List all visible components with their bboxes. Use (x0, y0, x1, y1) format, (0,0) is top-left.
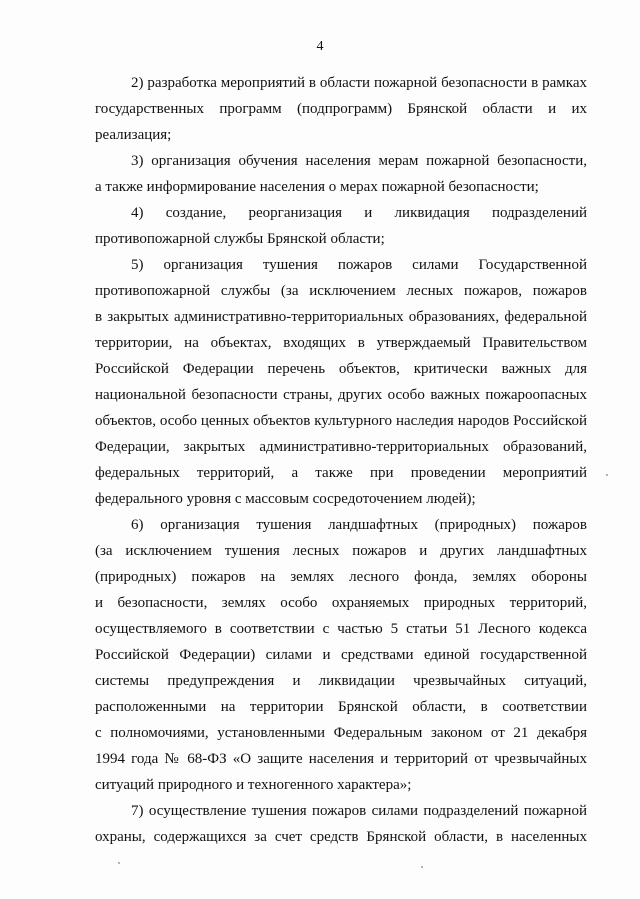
scan-speck (606, 474, 608, 476)
text-line: а также информирование населения о мерах пожарной безопасности; (95, 179, 539, 195)
paragraph-item-2 (95, 70, 587, 148)
page-number: 4 (316, 39, 324, 54)
paragraph-item-7 (95, 798, 587, 850)
text-line: 3) организация обучения населения мерам пожарной безопасности, (131, 153, 587, 169)
text-line: Российской Федерации перечень объектов, критически важных для (95, 361, 587, 377)
paragraph-item-3 (95, 148, 587, 200)
paragraph-item-4 (95, 200, 587, 252)
text-line: (природных) пожаров на землях лесного фонда, землях обороны (95, 569, 587, 585)
text-line: охраны, содержащихся за счет средств Брянской области, в населенных (95, 829, 587, 845)
text-line: 4) создание, реорганизация и ликвидация подразделений (131, 205, 587, 221)
text-line: Федерации, закрытых административно-территориальных образований, (95, 439, 587, 455)
text-line: ситуаций природного и техногенного характера»; (95, 777, 412, 793)
document-body (95, 70, 587, 850)
text-line: 2) разработка мероприятий в области пожарной безопасности в рамках (131, 75, 587, 91)
text-line: объектов, особо ценных объектов культурного наследия народов Российской (95, 413, 587, 429)
scan-speck (421, 866, 423, 868)
paragraph-item-5 (95, 252, 587, 512)
text-line: с полномочиями, установленными Федеральным законом от 21 декабря (95, 725, 587, 741)
text-line: федеральных территорий, а также при проведении мероприятий (95, 465, 587, 481)
text-line: системы предупреждения и ликвидации чрезвычайных ситуаций, (95, 673, 587, 689)
text-line: реализация; (95, 127, 172, 143)
text-line: 7) осуществление тушения пожаров силами подразделений пожарной (131, 803, 587, 819)
text-line: и безопасности, землях особо охраняемых природных территорий, (95, 595, 587, 611)
text-line: 6) организация тушения ландшафтных (природных) пожаров (131, 517, 587, 533)
text-line: осуществляемого в соответствии с частью 5 статьи 51 Лесного кодекса (95, 621, 587, 637)
text-line: 5) организация тушения пожаров силами Государственной (131, 257, 587, 273)
text-line: национальной безопасности страны, других особо важных пожароопасных (95, 387, 587, 403)
text-line: государственных программ (подпрограмм) Брянской области и их (95, 101, 587, 117)
scan-speck (118, 862, 120, 864)
text-line: 1994 года № 68-ФЗ «О защите населения и территорий от чрезвычайных (95, 751, 587, 767)
text-line: (за исключением тушения лесных пожаров и других ландшафтных (95, 543, 587, 559)
paragraph-item-6 (95, 512, 587, 798)
text-line: федерального уровня с массовым сосредоточением людей); (95, 491, 476, 507)
text-line: в закрытых административно-территориальных образованиях, федеральной (95, 309, 587, 325)
text-line: противопожарной службы Брянской области; (95, 231, 385, 247)
text-line: противопожарной службы (за исключением лесных пожаров, пожаров (95, 283, 587, 299)
text-line: расположенными на территории Брянской области, в соответствии (95, 699, 587, 715)
text-line: Российской Федерации) силами и средствами единой государственной (95, 647, 587, 663)
text-line: территории, на объектах, входящих в утверждаемый Правительством (95, 335, 587, 351)
